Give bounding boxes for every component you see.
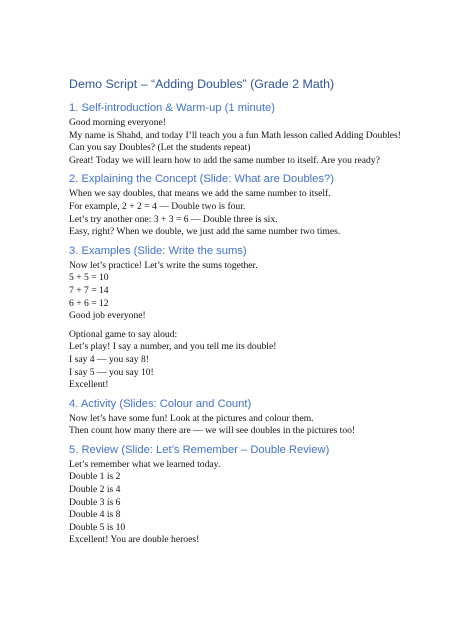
script-line: 6 + 6 = 12 bbox=[69, 297, 109, 309]
script-line: I say 4 — you say 8! bbox=[69, 353, 149, 365]
script-line: Double 3 is 6 bbox=[69, 496, 121, 508]
script-line: Excellent! bbox=[69, 379, 109, 391]
script-line: Now let’s have some fun! Look at the pictures and colour them. bbox=[69, 412, 314, 424]
section-activity bbox=[69, 397, 459, 438]
script-line: Great! Today we will learn how to add the same number to itself. Are you ready? bbox=[69, 154, 380, 166]
script-line: I say 5 — you say 10! bbox=[69, 366, 154, 378]
section-explaining-concept bbox=[69, 172, 459, 238]
section-heading: 3. Examples (Slide: Write the sums) bbox=[69, 244, 247, 257]
script-line: Good job everyone! bbox=[69, 310, 146, 322]
script-line: Good morning everyone! bbox=[69, 117, 166, 128]
script-line: 7 + 7 = 14 bbox=[69, 284, 109, 296]
script-line: Let’s play! I say a number, and you tell me its double! bbox=[69, 341, 277, 353]
section-review bbox=[69, 443, 459, 547]
script-line: My name is Shahd, and today I’ll teach you a fun Math lesson called Adding Doubles! bbox=[69, 129, 401, 141]
document-content bbox=[69, 76, 459, 552]
section-heading: 2. Explaining the Concept (Slide: What are Doubles?) bbox=[69, 173, 334, 186]
script-line: Optional game to say aloud: bbox=[69, 328, 178, 340]
script-line: Can you say Doubles? (Let the students repeat) bbox=[69, 142, 251, 154]
section-self-introduction bbox=[69, 101, 459, 167]
script-line: For example, 2 + 2 = 4 — Double two is four. bbox=[69, 200, 246, 212]
script-line: When we say doubles, that means we add the same number to itself. bbox=[69, 188, 331, 200]
script-line: Then count how many there are — we will see doubles in the pictures too! bbox=[69, 425, 356, 437]
document-title: Demo Script – “Adding Doubles” (Grade 2 Math) bbox=[69, 77, 335, 91]
script-line: Double 4 is 8 bbox=[69, 509, 121, 521]
script-line: Double 2 is 4 bbox=[69, 484, 121, 496]
script-line: Let’s remember what we learned today. bbox=[69, 458, 221, 470]
script-line: 5 + 5 = 10 bbox=[69, 272, 109, 284]
script-line: Easy, right? When we double, we just add the same number two times. bbox=[69, 226, 341, 238]
script-line: Double 1 is 2 bbox=[69, 471, 121, 483]
section-heading: 5. Review (Slide: Let’s Remember – Double Review) bbox=[69, 443, 330, 456]
script-line: Let’s try another one: 3 + 3 = 6 — Double three is six. bbox=[69, 213, 278, 225]
section-heading: 1. Self-introduction & Warm-up (1 minute) bbox=[69, 102, 276, 114]
script-line: Now let’s practice! Let’s write the sums together. bbox=[69, 259, 258, 271]
section-heading: 4. Activity (Slides: Colour and Count) bbox=[69, 397, 252, 410]
section-examples bbox=[69, 244, 459, 392]
script-line: Double 5 is 10 bbox=[69, 521, 126, 533]
script-line: Excellent! You are double heroes! bbox=[69, 534, 200, 546]
